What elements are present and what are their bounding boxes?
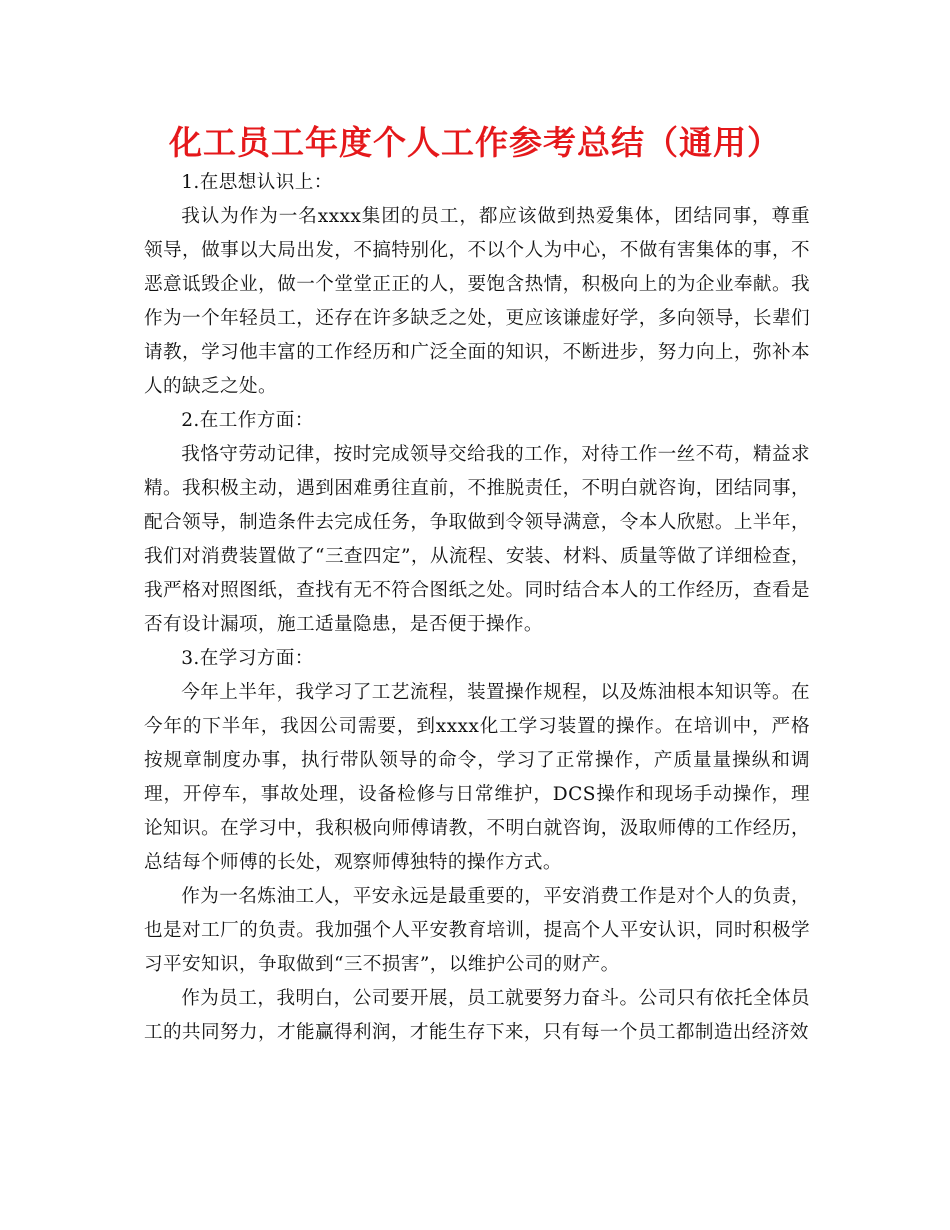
paragraph-thinking: 我认为作为一名xxxx集团的员工，都应该做到热爱集体，团结同事，尊重领导，做事以大局出发，不搞特别化，不以个人为中心，不做有害集体的事，不恶意诋毁企业，做一个堂堂正正的人，要饱含热情，积极向上的为企业奉献。我作为一个年轻员工，还存在许多缺乏之处，更应该谦虚好学，多向领导，长辈们请教，学习他丰富的工作经历和广泛全面的知识，不断进步，努力向上，弥补本人的缺乏之处。 bbox=[144, 206, 810, 397]
document-body bbox=[144, 166, 810, 1050]
section-heading-thinking: 1.在思想认识上： bbox=[181, 172, 333, 193]
paragraph-study: 今年上半年，我学习了工艺流程，装置操作规程，以及炼油根本知识等。在今年的下半年，我因公司需要，到xxxx化工学习装置的操作。在培训中，严格按规章制度办事，执行带队领导的命令，学习了正常操作，产质量量操纵和调理，开停车，事故处理，设备检修与日常维护，DCS操作和现场手动操作，理论知识。在学习中，我积极向师傅请教，不明白就咨询，汲取师傅的工作经历，总结每个师傅的长处，观察师傅独特的操作方式。 bbox=[144, 682, 810, 873]
section-heading-work: 2.在工作方面： bbox=[181, 410, 314, 431]
paragraph-company: 作为员工，我明白，公司要开展，员工就要努力奋斗。公司只有依托全体员工的共同努力，才能赢得利润，才能生存下来，只有每一个员工都制造出经济效 bbox=[144, 988, 810, 1043]
document-title: 化工员工年度个人工作参考总结（通用） bbox=[169, 123, 781, 162]
paragraph-safety: 作为一名炼油工人，平安永远是最重要的，平安消费工作是对个人的负责，也是对工厂的负责。我加强个人平安教育培训，提高个人平安认识，同时积极学习平安知识，争取做到“三不损害”，以维护公司的财产。 bbox=[144, 886, 810, 975]
paragraph-work: 我恪守劳动记律，按时完成领导交给我的工作，对待工作一丝不苟，精益求精。我积极主动，遇到困难勇往直前，不推脱责任，不明白就咨询，团结同事，配合领导，制造条件去完成任务，争取做到令领导满意，令本人欣慰。上半年，我们对消费装置做了“三查四定”，从流程、安装、材料、质量等做了详细检查，我严格对照图纸，查找有无不符合图纸之处。同时结合本人的工作经历，查看是否有设计漏项，施工适量隐患，是否便于操作。 bbox=[144, 444, 810, 635]
section-heading-study: 3.在学习方面： bbox=[181, 648, 314, 669]
